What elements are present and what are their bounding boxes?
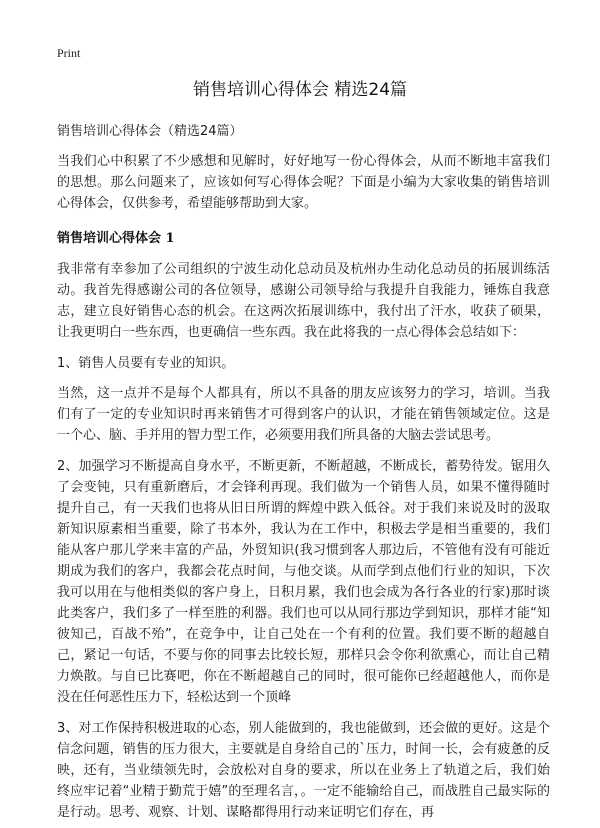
point-heading: 1、销售人员要有专业的知识。 (57, 356, 235, 371)
intro-paragraph: 当我们心中积累了不少感想和见解时，好好地写一份心得体会，从而不断地丰富我们的思想。那么问题来了，应该如何写心得体会呢？下面是小编为大家收集的销售培训心得体会，仅供参考，希望能够帮助到大家。 (57, 154, 550, 211)
article-subtitle: 销售培训心得体会（精选24篇） (57, 124, 243, 139)
body-paragraph: 3、对工作保持积极进取的心态，别人能做到的，我也能做到，还会做的更好。这是个信念问题，销售的压力很大，主要就是自身给自己的`压力，时间一长，会有疲惫的反映，还有，当业绩领先时，会放松对自身的要求，所以在业务上了轨道之后，我们始终应牢记着“业精于勤荒于嬉”的至理名言，。一定不能输给自己，而战胜自己最实际的是行动。思考、观察、计划、谋略都得用行动来证明它们存在，再 (57, 721, 550, 820)
section-heading: 销售培训心得体会 1 (57, 231, 175, 246)
body-paragraph: 当然，这一点并不是每个人都具有，所以不具备的朋友应该努力的学习，培训。当我们有了一定的专业知识时再来销售才可得到客户的认识，才能在销售领域定位。这是一个心、脑、手并用的智力型工作，必须要用我们所具备的大脑去尝试思考。 (57, 386, 550, 443)
page-title: 销售培训心得体会 精选24篇 (192, 80, 408, 100)
print-label: Print (57, 46, 81, 60)
body-paragraph: 我非常有幸参加了公司组织的宁波生动化总动员及杭州办生动化总动员的拓展训练活动。我首先得感谢公司的各位领导，感谢公司领导给与我提升自我能力，锤炼自我意志，建立良好销售心态的机会。在这两次拓展训练中，我付出了汗水，收获了硕果，让我更明白一些东西，也更确信一些东西。我在此将我的一点心得体会总结如下： (57, 262, 550, 340)
article-body (57, 121, 550, 828)
body-paragraph: 2、加强学习不断提高自身水平，不断更新，不断超越，不断成长，蓄势待发。锯用久了会变钝，只有重新磨后，才会锋利再现。我们做为一个销售人员，如果不懂得随时提升自己，有一天我们也将从旧日所谓的辉煌中跌入低谷。对于我们来说及时的汲取新知识原素相当重要，除了书本外，我认为在工作中，积极去学是相当重要的，我们能从客户那儿学来丰富的产品，外贸知识(我习惯到客人那边后，不管他有没有可能近期成为我们的客户，我都会花点时间，与他交谈。从而学到点他们行业的知识，下次我可以用在与他相类似的客户身上，日积月累，我们也会成为各行各业的行家)那时谈此类客户，我们多了一样至胜的利器。我们也可以从同行那边学到知识，那样才能“知彼知己，百战不殆”，在竞争中，让自己处在一个有利的位置。我们要不断的超越自己，紧记一句话，不要与你的同事去比较长短，那样只会令你利欲熏心，而让自己精力焕散。与自已比赛吧，你在不断超越自己的同时，很可能你已经超越他人，而你是没在任何恶性压力下，轻松达到一个顶峰 (57, 459, 550, 705)
